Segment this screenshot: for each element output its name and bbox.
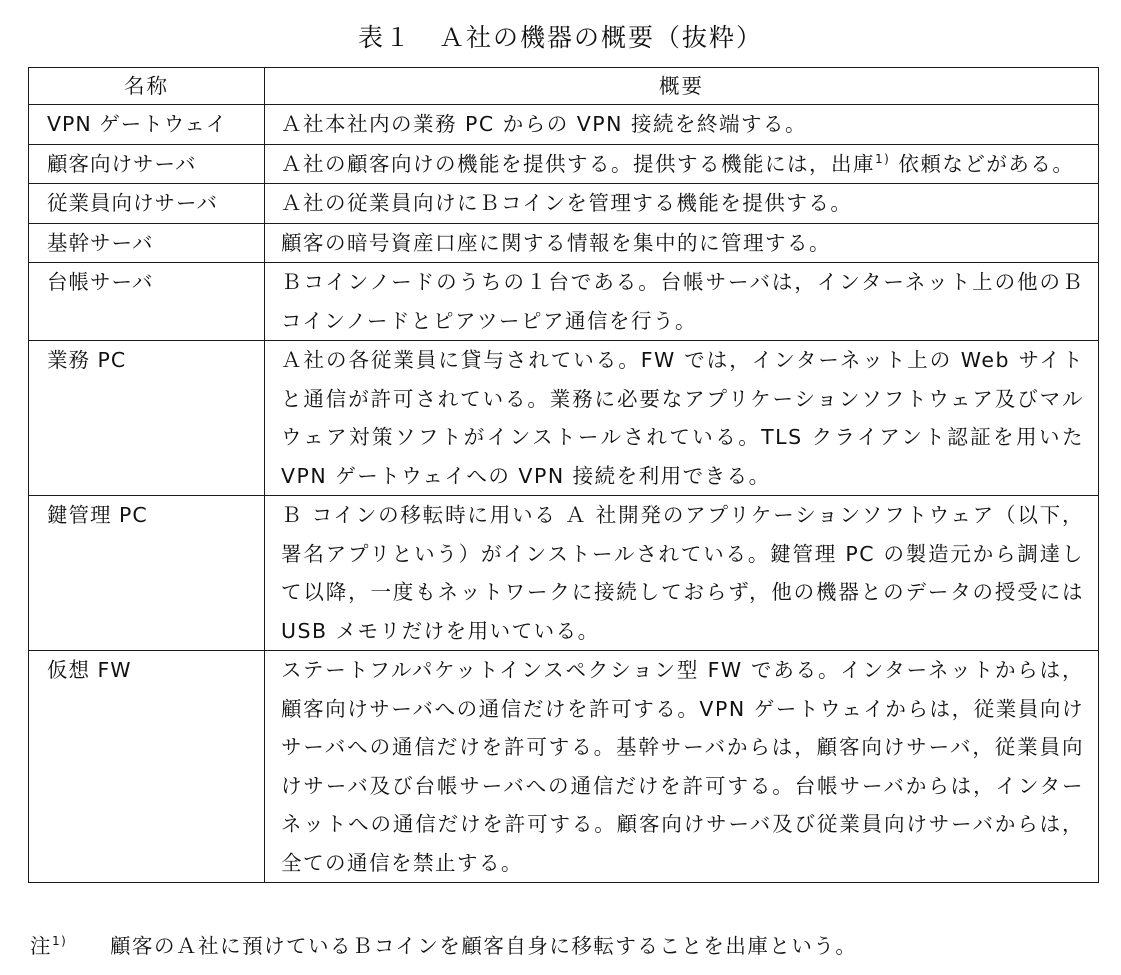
table-row <box>29 105 1099 145</box>
row-description-core-server: 顧客の暗号資産口座に関する情報を集中的に管理する。 <box>265 223 1099 263</box>
footnote-label: 注 <box>30 934 52 958</box>
table-header-row <box>29 68 1099 105</box>
row-description-virtual-fw: ステートフルパケットインスペクション型 FW である。インターネットからは，顧客向けサーバへの通信だけを許可する。VPN ゲートウェイからは，従業員向けサーバへの通信だけを許可する。基幹サーバからは，顧客向けサーバ，従業員向けサーバ及び台帳サーバへの通信だけを許可する。台帳サーバからは，インターネットへの通信だけを許可する。顧客向けサーバ及び従業員向けサーバからは，全ての通信を禁止する。 <box>265 651 1099 883</box>
row-description-vpn-gateway: Ａ社本社内の業務 PC からの VPN 接続を終端する。 <box>265 105 1099 145</box>
row-description-key-management-pc: Ｂ コインの移転時に用いる Ａ 社開発のアプリケーションソフトウェア（以下，署名アプリという）がインストールされている。鍵管理 PC の製造元から調達して以降，一度もネットワークに接続しておらず，他の機器とのデータの授受には USB メモリだけを用いている。 <box>265 496 1099 651</box>
row-description-ledger-server: Ｂコインノードのうちの１台である。台帳サーバは，インターネット上の他のＢコインノードとピアツーピア通信を行う。 <box>265 263 1099 341</box>
footnote <box>30 931 857 961</box>
row-name-key-management-pc: 鍵管理 PC <box>29 496 265 651</box>
row-description-business-pc: Ａ社の各従業員に貸与されている。FW では，インターネット上の Web サイトと通信が許可されている。業務に必要なアプリケーションソフトウェア及びマルウェア対策ソフトがインストールされている。TLS クライアント認証を用いた VPN ゲートウェイへの VPN 接続を利用できる。 <box>265 341 1099 496</box>
row-name-business-pc: 業務 PC <box>29 341 265 496</box>
table-title: 表１ Ａ社の機器の概要（抜粋） <box>357 23 763 52</box>
footnote-reference: 1) <box>875 151 891 166</box>
description-text: Ａ社の顧客向けの機能を提供する。提供する機能には，出庫 <box>281 151 875 176</box>
table-row <box>29 144 1099 184</box>
row-name-employee-server: 従業員向けサーバ <box>29 184 265 224</box>
table-row <box>29 184 1099 224</box>
row-name-virtual-fw: 仮想 FW <box>29 651 265 883</box>
row-name-customer-server: 顧客向けサーバ <box>29 144 265 184</box>
table-row <box>29 223 1099 263</box>
row-description-employee-server: Ａ社の従業員向けにＢコインを管理する機能を提供する。 <box>265 184 1099 224</box>
table-row <box>29 651 1099 883</box>
footnote-ref: 1) <box>52 934 68 949</box>
row-name-vpn-gateway: VPN ゲートウェイ <box>29 105 265 145</box>
table-row <box>29 341 1099 496</box>
table-row <box>29 263 1099 341</box>
column-header-description: 概要 <box>265 68 1099 105</box>
column-header-name: 名称 <box>29 68 265 105</box>
table-row <box>29 496 1099 651</box>
row-description-customer-server <box>265 144 1099 184</box>
row-name-core-server: 基幹サーバ <box>29 223 265 263</box>
footnote-marker <box>30 931 110 961</box>
equipment-overview-table <box>28 67 1099 883</box>
row-name-ledger-server: 台帳サーバ <box>29 263 265 341</box>
description-text: 依頼などがある。 <box>890 151 1075 176</box>
footnote-text: 顧客のＡ社に預けているＢコインを顧客自身に移転することを出庫という。 <box>110 934 858 958</box>
